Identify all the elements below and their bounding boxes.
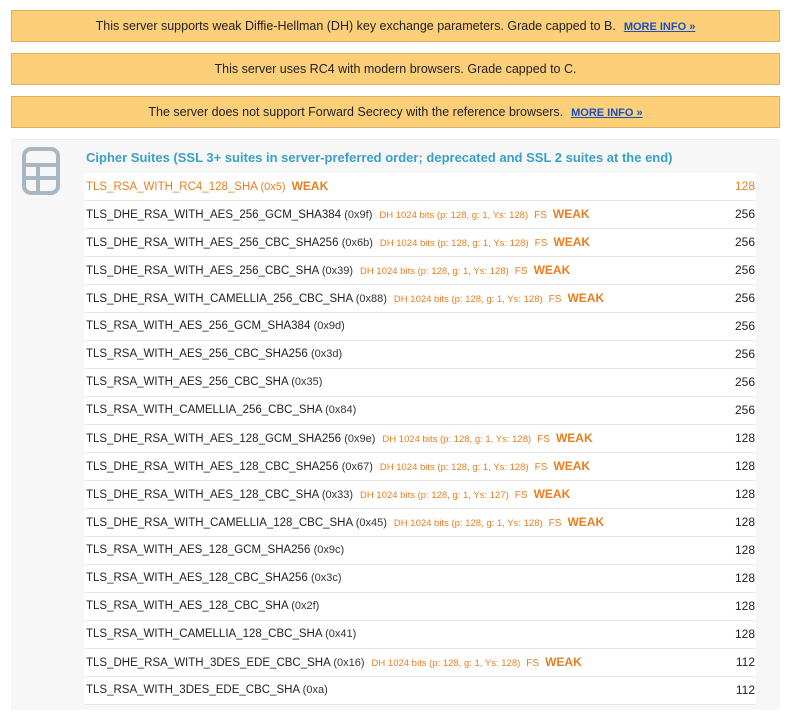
suite-name: TLS_RSA_WITH_AES_128_CBC_SHA [86, 600, 288, 612]
cipher-suite-row [84, 537, 756, 565]
suite-name: TLS_DHE_RSA_WITH_CAMELLIA_256_CBC_SHA [86, 293, 353, 305]
warning-text: This server uses RC4 with modern browsers. Grade capped to C. [214, 62, 577, 76]
suite-code: (0x33) [321, 489, 354, 501]
suite-code: (0x3d) [311, 348, 343, 360]
suite-name: TLS_RSA_WITH_CAMELLIA_256_CBC_SHA [86, 404, 322, 416]
cipher-suite-row [84, 481, 756, 509]
key-bits: 112 [735, 655, 755, 669]
key-bits: 256 [734, 291, 755, 305]
weak-label: WEAK [567, 291, 605, 305]
cipher-suite-row [84, 397, 756, 425]
weak-label: WEAK [533, 487, 571, 501]
suite-code: (0xa) [302, 684, 328, 696]
fs-badge: FS [537, 434, 550, 445]
suite-name: TLS_DHE_RSA_WITH_AES_256_CBC_SHA256 [86, 237, 339, 249]
more-info-link[interactable]: MORE INFO » [623, 21, 696, 33]
key-bits: 256 [734, 375, 755, 389]
weak-label: WEAK [555, 431, 593, 445]
key-bits: 128 [734, 571, 755, 585]
suite-code: (0x3c) [311, 572, 342, 584]
suite-code: (0x6b) [341, 237, 373, 249]
suite-name: TLS_DHE_RSA_WITH_AES_128_GCM_SHA256 [86, 433, 342, 445]
fs-badge: FS [514, 490, 528, 501]
suite-name: TLS_RSA_WITH_AES_256_GCM_SHA384 [86, 320, 311, 332]
cipher-suite-row [84, 425, 756, 453]
suite-code: (0x84) [325, 404, 357, 416]
suite-code: (0x9c) [313, 544, 345, 556]
cipher-suite-row [84, 565, 756, 593]
key-bits: 128 [734, 459, 755, 473]
suite-code: (0x9f) [344, 209, 373, 221]
section-title: Cipher Suites (SSL 3+ suites in server-preferred order; deprecated and SSL 2 suites at the end) [86, 150, 673, 165]
fs-badge: FS [534, 210, 547, 221]
fs-badge: FS [534, 462, 548, 473]
key-bits: 256 [734, 235, 755, 249]
key-bits: 128 [734, 515, 755, 529]
weak-label: WEAK [291, 179, 329, 193]
dh-params: DH 1024 bits (p: 128, g: 1, Ys: 128) [379, 238, 529, 249]
suite-code: (0x16) [333, 657, 365, 669]
cipher-suite-list [84, 173, 756, 705]
suite-name: TLS_RSA_WITH_CAMELLIA_128_CBC_SHA [86, 628, 322, 640]
suite-code: (0x9e) [344, 433, 376, 445]
cipher-suite-row [84, 201, 756, 229]
warning-forward-secrecy [11, 96, 780, 128]
cipher-suite-row [84, 257, 756, 285]
table-list-icon [21, 146, 61, 196]
dh-params: DH 1024 bits (p: 128, g: 1, Ys: 128) [371, 658, 521, 669]
cipher-suite-row [84, 173, 756, 201]
key-bits: 256 [734, 347, 755, 361]
fs-badge: FS [526, 658, 540, 669]
fs-badge: FS [548, 294, 562, 305]
dh-params: DH 1024 bits (p: 128, g: 1, Ys: 128) [393, 518, 543, 529]
cipher-suite-row [84, 509, 756, 537]
suite-name: TLS_RSA_WITH_RC4_128_SHA [86, 181, 258, 193]
dh-params: DH 1024 bits (p: 128, g: 1, Ys: 128) [382, 434, 532, 445]
suite-name: TLS_DHE_RSA_WITH_3DES_EDE_CBC_SHA [86, 657, 331, 669]
cipher-suite-row [84, 313, 756, 341]
weak-label: WEAK [553, 235, 591, 249]
cipher-suite-row [84, 285, 756, 313]
key-bits: 256 [734, 263, 755, 277]
suite-code: (0x35) [291, 376, 323, 388]
weak-label: WEAK [552, 207, 590, 221]
key-bits: 128 [734, 431, 755, 445]
weak-label: WEAK [545, 655, 582, 669]
fs-badge: FS [514, 266, 528, 277]
suite-code: (0x9d) [313, 320, 345, 332]
warning-rc4 [11, 53, 780, 85]
suite-name: TLS_DHE_RSA_WITH_AES_256_GCM_SHA384 [86, 209, 342, 221]
suite-name: TLS_RSA_WITH_3DES_EDE_CBC_SHA [86, 684, 300, 696]
key-bits: 128 [734, 487, 755, 501]
suite-name: TLS_RSA_WITH_AES_256_CBC_SHA256 [86, 348, 308, 360]
suite-code: (0x45) [355, 517, 387, 529]
dh-params: DH 1024 bits (p: 128, g: 1, Ys: 128) [360, 266, 509, 277]
cipher-suite-row [84, 453, 756, 481]
fs-badge: FS [534, 238, 548, 249]
cipher-suite-row [84, 341, 756, 369]
key-bits: 112 [735, 683, 755, 697]
weak-label: WEAK [533, 263, 571, 277]
suite-code: (0x5) [260, 181, 286, 193]
warning-text: This server supports weak Diffie-Hellman (DH) key exchange parameters. Grade capped to B. [95, 19, 616, 33]
key-bits: 256 [734, 319, 755, 333]
suite-code: (0x41) [325, 628, 357, 640]
key-bits: 128 [734, 543, 755, 557]
suite-name: TLS_RSA_WITH_AES_128_CBC_SHA256 [86, 572, 308, 584]
suite-code: (0x39) [321, 265, 354, 277]
warning-text: The server does not support Forward Secrecy with the reference browsers. [148, 105, 564, 119]
suite-name: TLS_RSA_WITH_AES_128_GCM_SHA256 [86, 544, 311, 556]
fs-badge: FS [548, 518, 562, 529]
key-bits: 128 [734, 627, 755, 641]
cipher-suite-row [84, 621, 756, 649]
cipher-suite-row [84, 677, 756, 705]
suite-code: (0x2f) [291, 600, 320, 612]
key-bits: 256 [734, 207, 755, 221]
suite-name: TLS_DHE_RSA_WITH_AES_128_CBC_SHA [86, 489, 319, 501]
suite-name: TLS_RSA_WITH_AES_256_CBC_SHA [86, 376, 288, 388]
suite-code: (0x88) [355, 293, 387, 305]
warning-weak-dh [11, 10, 780, 42]
cipher-suite-row [84, 593, 756, 621]
cipher-suite-row [84, 649, 756, 677]
key-bits: 256 [734, 403, 755, 417]
key-bits: 128 [734, 179, 755, 193]
suite-name: TLS_DHE_RSA_WITH_AES_128_CBC_SHA256 [86, 461, 339, 473]
dh-params: DH 1024 bits (p: 128, g: 1, Ys: 128) [379, 462, 529, 473]
dh-params: DH 1024 bits (p: 128, g: 1, Ys: 128) [379, 210, 529, 221]
suite-name: TLS_DHE_RSA_WITH_CAMELLIA_128_CBC_SHA [86, 517, 353, 529]
cipher-suite-row [84, 229, 756, 257]
key-bits: 128 [734, 599, 755, 613]
dh-params: DH 1024 bits (p: 128, g: 1, Ys: 128) [393, 294, 543, 305]
dh-params: DH 1024 bits (p: 128, g: 1, Ys: 127) [360, 490, 509, 501]
cipher-suite-row [84, 369, 756, 397]
weak-label: WEAK [567, 515, 605, 529]
more-info-link[interactable]: MORE INFO » [571, 107, 643, 119]
suite-code: (0x67) [341, 461, 373, 473]
weak-label: WEAK [553, 459, 591, 473]
suite-name: TLS_DHE_RSA_WITH_AES_256_CBC_SHA [86, 265, 319, 277]
